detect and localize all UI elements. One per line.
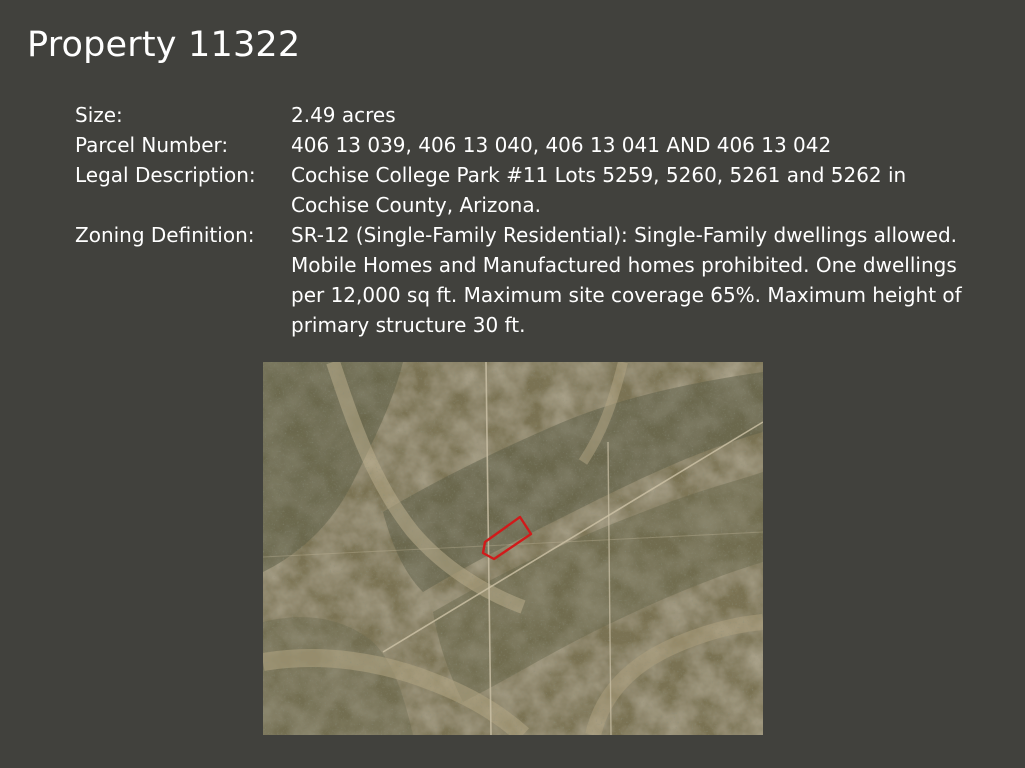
legal-description-line: Cochise County, Arizona. [291, 193, 541, 217]
zoning-definition-row [75, 220, 1020, 340]
zoning-definition-line: SR-12 (Single-Family Residential): Single-Family dwellings allowed. [291, 223, 957, 247]
zoning-definition-line: primary structure 30 ft. [291, 313, 526, 337]
legal-description-row [75, 160, 1020, 220]
page-title: Property 11322 [27, 25, 301, 65]
parcel-number-label: Parcel Number: [75, 133, 229, 157]
size-row [75, 100, 1020, 130]
property-details [75, 100, 1020, 340]
legal-description-line: Cochise College Park #11 Lots 5259, 5260, 5261 and 5262 in [291, 163, 907, 187]
parcel-number-value: 406 13 039, 406 13 040, 406 13 041 AND 406 13 042 [291, 133, 832, 157]
legal-description-label: Legal Description: [75, 163, 256, 187]
size-value: 2.49 acres [291, 103, 396, 127]
shrub-texture [263, 362, 763, 735]
legal-description-value [291, 160, 1020, 220]
aerial-map-graphic [263, 362, 763, 735]
aerial-map-image [263, 362, 763, 735]
zoning-definition-line: per 12,000 sq ft. Maximum site coverage 65%. Maximum height of [291, 283, 962, 307]
size-label: Size: [75, 103, 123, 127]
zoning-definition-label: Zoning Definition: [75, 223, 255, 247]
parcel-number-row [75, 130, 1020, 160]
zoning-definition-value [291, 220, 1020, 340]
zoning-definition-line: Mobile Homes and Manufactured homes prohibited. One dwellings [291, 253, 957, 277]
